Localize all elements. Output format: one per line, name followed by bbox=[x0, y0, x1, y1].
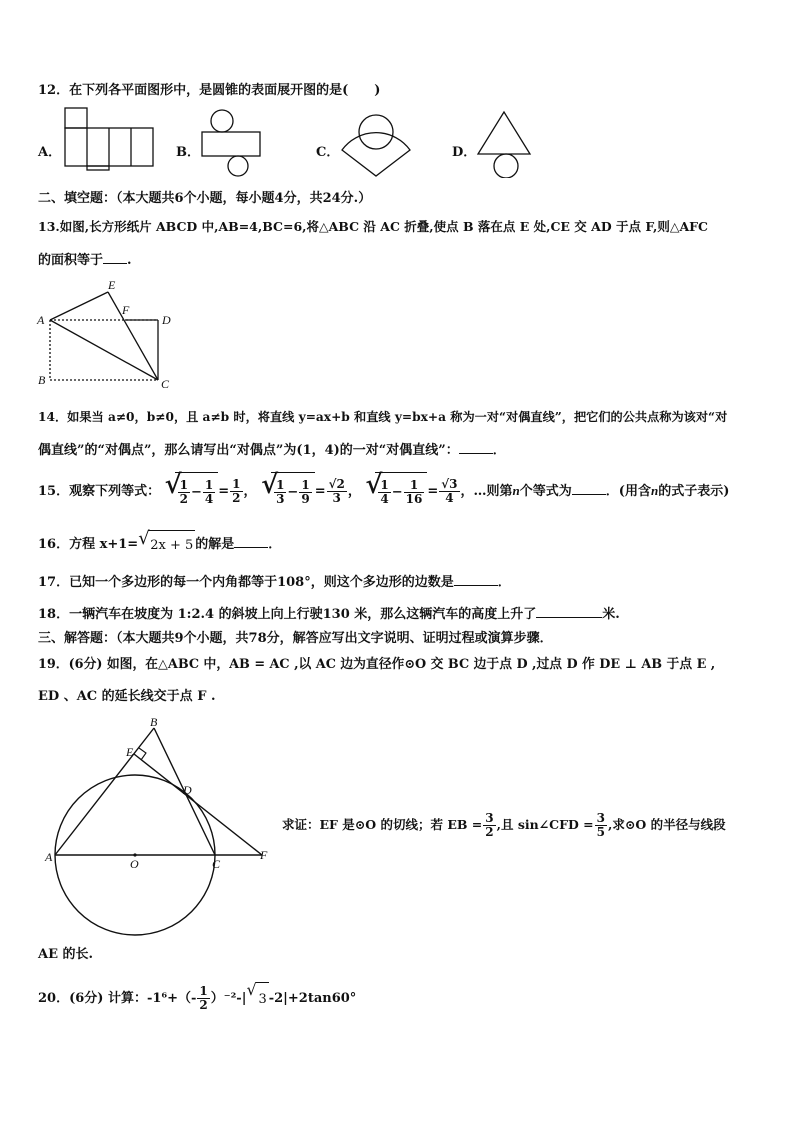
q19-line-1: 19．(6分) 如图，在△ABC 中，AB = AC ,以 AC 边为直径作⊙O 交 BC 边于点 D ,过点 D 作 DE ⊥ AB 于点 E , bbox=[38, 657, 716, 672]
point-label-a: A bbox=[45, 850, 53, 864]
q19-diagram bbox=[40, 718, 280, 938]
q12-option-d-label: D． bbox=[452, 145, 477, 160]
q13-diagram bbox=[34, 278, 184, 392]
point-label-d: D bbox=[183, 783, 192, 797]
segment-ae bbox=[50, 292, 108, 320]
point-label-c: C bbox=[212, 857, 221, 871]
result-fraction-2: $\frac{√2}{3}$ bbox=[328, 477, 345, 505]
answer-blank bbox=[103, 250, 127, 264]
q12-option-d-figure bbox=[474, 108, 536, 178]
q12-option-a-label: A． bbox=[38, 145, 62, 160]
net-top-square bbox=[65, 108, 87, 128]
net-sector bbox=[342, 133, 410, 176]
q15-prefix: 15．观察下列等式： bbox=[38, 484, 161, 499]
q12-option-c-label: C． bbox=[316, 145, 340, 160]
answer-blank bbox=[572, 481, 606, 495]
q14-line-1: 14．如果当 a≠0，b≠0，且 a≠b 时，将直线 y=ax+b 和直线 y=bx+a 称为一对“对偶直线”，把它们的公共点称为该对“对 bbox=[38, 410, 728, 424]
q12-option-a-figure bbox=[60, 106, 160, 172]
q13-line-2 bbox=[38, 250, 132, 270]
q14-end: ． bbox=[492, 443, 506, 458]
net-circle bbox=[494, 154, 518, 178]
q16-line: 16．方程 x+1= √ 2x + 5 的解是 ． bbox=[38, 530, 281, 559]
point-label-f: F bbox=[122, 303, 130, 317]
segment-ab bbox=[55, 728, 154, 855]
point-label-e: E bbox=[108, 278, 116, 292]
q12-stem: 12．在下列各平面图形中，是圆锥的表面展开图的是( ) bbox=[38, 83, 381, 98]
q13-line-1: 13.如图,长方形纸片 ABCD 中,AB=4,BC=6,将△ABC 沿 AC 折叠,使点 B 落在点 E 处,CE 交 AD 于点 F,则△AFC bbox=[38, 219, 708, 234]
net-circle bbox=[359, 115, 393, 149]
eb-fraction: $\frac{3}{2}$ bbox=[485, 811, 494, 839]
half-fraction: $\frac{1}{2}$ bbox=[199, 984, 208, 1012]
point-label-o: O bbox=[130, 857, 139, 871]
q17-line: 17．已知一个多边形的每一个内角都等于108°，则这个多边形的边数是 ． bbox=[38, 572, 511, 592]
point-label-b: B bbox=[38, 373, 46, 387]
q14-line-2 bbox=[38, 440, 506, 460]
q12-option-c-figure bbox=[338, 112, 418, 180]
net-rectangle bbox=[202, 132, 260, 156]
net-bottom-square bbox=[87, 166, 109, 170]
point-label-b: B bbox=[150, 718, 158, 729]
point-label-d: D bbox=[162, 313, 171, 327]
q13-text: 的面积等于 bbox=[38, 253, 104, 268]
q13-end: . bbox=[127, 253, 132, 268]
section-2-heading: 二、填空题：（本大题共6个小题，每小题4分，共24分.） bbox=[38, 191, 372, 206]
point-label-a: A bbox=[37, 313, 45, 327]
q19-proof-text: 求证：EF 是⊙O 的切线；若 EB = $\frac{3}{2}$ ,且 sin∠CFD = $\frac{3}{5}$ ,求⊙O 的半径与线段 bbox=[282, 811, 726, 839]
q12-option-b-figure bbox=[198, 108, 268, 178]
sqrt-expression: √ 2x + 5 bbox=[138, 530, 195, 559]
sqrt-expression: √ 3 bbox=[246, 982, 268, 1015]
answer-blank bbox=[454, 572, 498, 586]
q19-last-line: AE 的长. bbox=[38, 947, 94, 962]
q12-option-b-label: B． bbox=[176, 145, 200, 160]
answer-blank bbox=[234, 534, 268, 548]
q14-text: 偶直线”的“对偶点”，那么请写出“对偶点”为(1，4)的一对“对偶直线”： bbox=[38, 443, 459, 458]
sqrt-expression-2: √ $\frac{1}{3}$ − $\frac{1}{9}$ bbox=[261, 472, 315, 511]
sin-fraction: $\frac{3}{5}$ bbox=[596, 811, 606, 839]
net-top-circle bbox=[211, 110, 233, 132]
segment-ac bbox=[50, 320, 158, 380]
q20-line: 20．(6分) 计算：-1⁶+（- $\frac{1}{2}$ ）⁻²-| √ 3 -2|+2tan60° bbox=[38, 982, 356, 1015]
q19-line-2: ED 、AC 的延长线交于点 F . bbox=[38, 689, 216, 704]
sqrt-expression-1: √ $\frac{1}{2}$ − $\frac{1}{4}$ bbox=[165, 472, 219, 511]
point-label-c: C bbox=[161, 377, 170, 391]
point-label-e: E bbox=[126, 745, 134, 759]
section-3-heading: 三、解答题：（本大题共9个小题，共78分，解答应写出文字说明、证明过程或演算步骤． bbox=[38, 631, 553, 646]
point-label-f: F bbox=[260, 848, 268, 862]
segment-ef bbox=[134, 754, 262, 855]
result-fraction-1: $\frac{1}{2}$ bbox=[232, 477, 241, 505]
result-fraction-3: $\frac{√3}{4}$ bbox=[441, 477, 458, 505]
sqrt-expression-3: √ $\frac{1}{4}$ − $\frac{1}{16}$ bbox=[365, 472, 427, 511]
net-bottom-circle bbox=[228, 156, 248, 176]
q18-line: 18．一辆汽车在坡度为 1:2.4 的斜坡上向上行驶130 米，那么这辆汽车的高度上升了 米. bbox=[38, 604, 620, 624]
answer-blank bbox=[536, 604, 602, 618]
q15-line: 15．观察下列等式： √ $\frac{1}{2}$ − $\frac{1}{4}$ = $\frac{1}{2}$ ， √ $\frac{1}{3}$ − $\frac{1}{9}$ = $\frac{√2}{3}$ ， √ $\frac{1}{4}$ − $\frac{1}{16}$ = $\frac{√3}{4}$ ，…则第n个等式为 ．(用含n的式子表示) bbox=[38, 472, 729, 511]
net-triangle bbox=[478, 112, 530, 154]
answer-blank bbox=[459, 440, 493, 454]
